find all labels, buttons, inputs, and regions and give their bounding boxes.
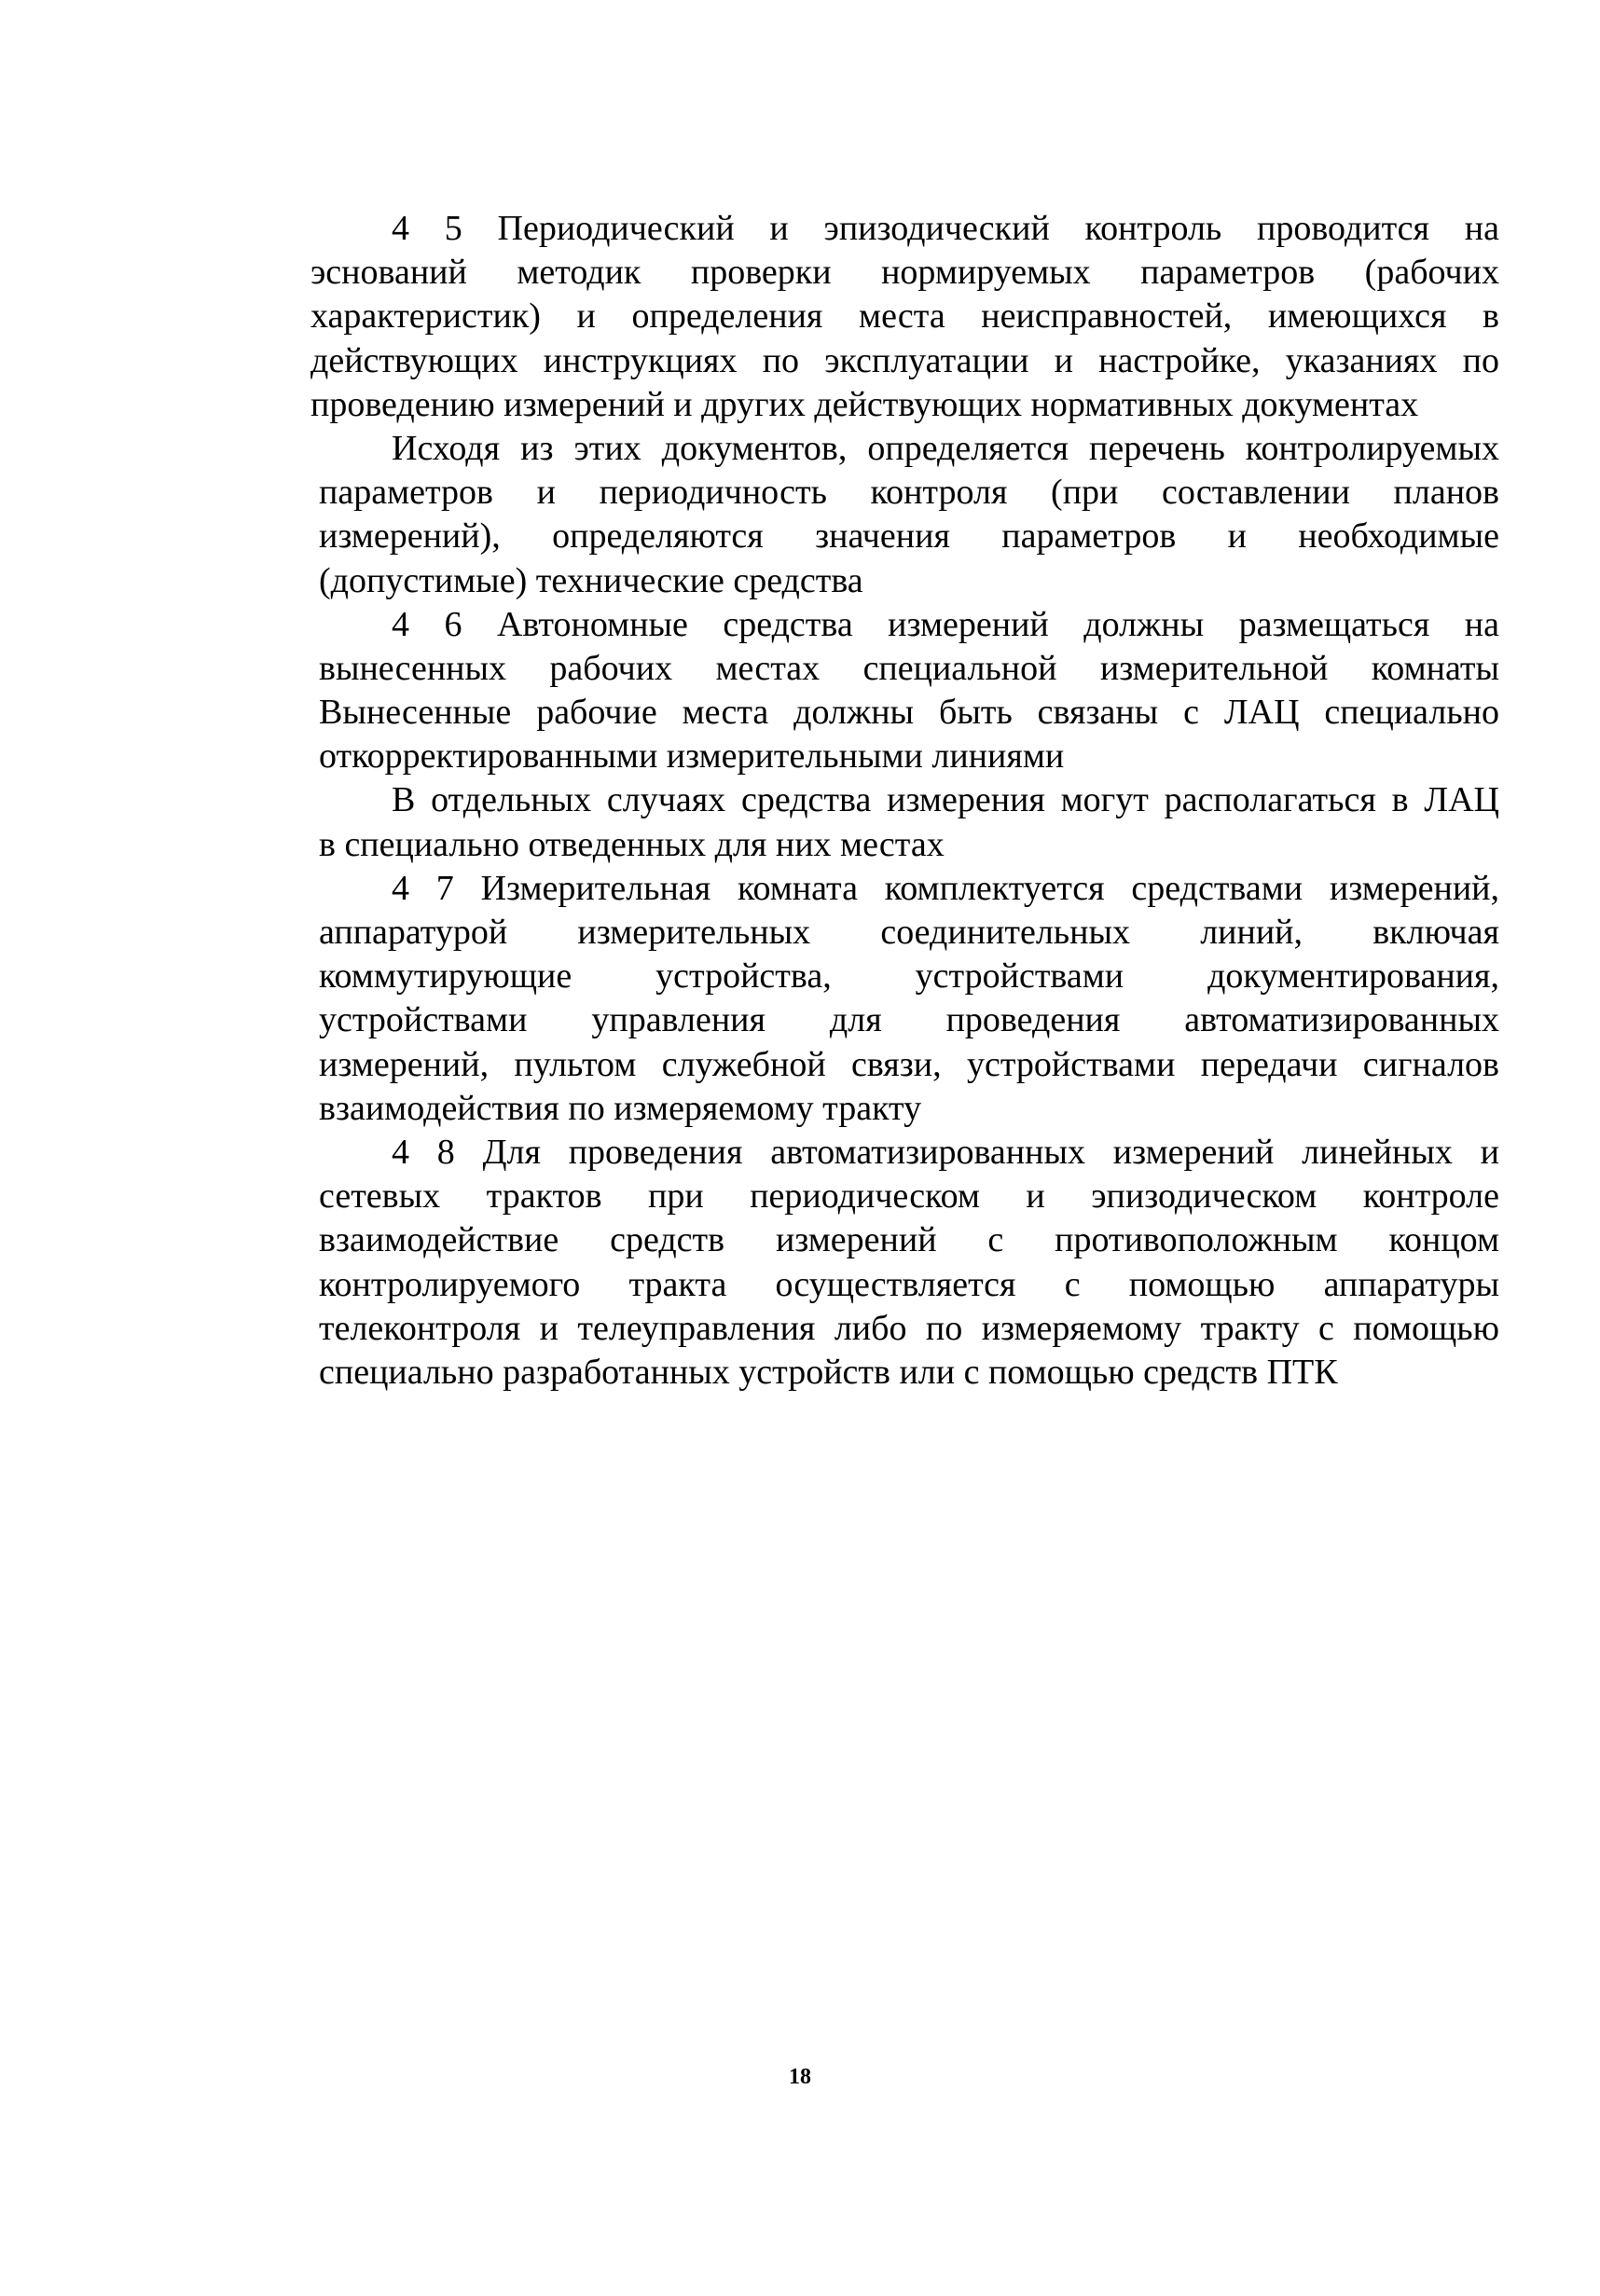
text-line: (допустимые) технические средства [319,560,863,600]
text-line: сетевых трактов при периодическом и эпизодическом контроле [319,1176,1499,1217]
page-number: 18 [789,2065,811,2089]
text-line: 4 8 Для проведения автоматизированных измерений линейных и [392,1132,1499,1172]
text-line: Вынесенные рабочие места должны быть связаны с ЛАЦ специально [319,693,1499,733]
body-text [310,207,1499,1395]
text-line: специально разработанных устройств или с помощью средств ПТК [319,1352,1338,1392]
text-line: Исходя из этих документов, определяется перечень контролируемых [392,428,1499,468]
text-line: эснований методик проверки нормируемых параметров (рабочих [310,253,1499,293]
text-line: откорректированными измерительными линиями [319,736,1065,777]
text-line: В отдельных случаях средства измерения могут располагаться в ЛАЦ [392,780,1499,820]
text-line: коммутирующие устройства, устройствами документирования, [319,956,1499,997]
text-line: аппаратурой измерительных соединительных линий, включая [319,913,1499,952]
text-line: измерений, пультом служебной связи, устройствами передачи сигналов [319,1044,1499,1084]
text-line: измерений), определяются значения параметров и необходимые [319,516,1499,557]
text-line: вынесенных рабочих местах специальной измерительной комнаты [319,648,1499,688]
text-line: действующих инструкциях по эксплуатации и настройке, указаниях по [310,340,1499,380]
text-line: устройствами управления для проведения автоматизированных [319,1000,1499,1040]
text-line: взаимодействие средств измерений с противоположным концом [319,1220,1499,1260]
text-line: проведению измерений и других действующих нормативных документах [310,384,1419,424]
text-line: параметров и периодичность контроля (при составлении планов [319,473,1499,513]
text-line: телеконтроля и телеуправления либо по измеряемому тракту с помощью [319,1308,1499,1348]
text-line: 4 7 Измерительная комната комплектуется средствами измерений, [392,868,1499,908]
text-line: 4 6 Автономные средства измерений должны размещаться на [392,604,1499,644]
text-line: контролируемого тракта осуществляется с помощью аппаратуры [319,1264,1499,1304]
text-line: взаимодействия по измеряемому тракту [319,1088,922,1128]
text-line: в специально отведенных для них местах [319,824,945,864]
text-line: 4 5 Периодический и эпизодический контроль проводится на [392,209,1499,248]
text-line: характеристик) и определения места неисправностей, имеющихся в [310,296,1499,337]
